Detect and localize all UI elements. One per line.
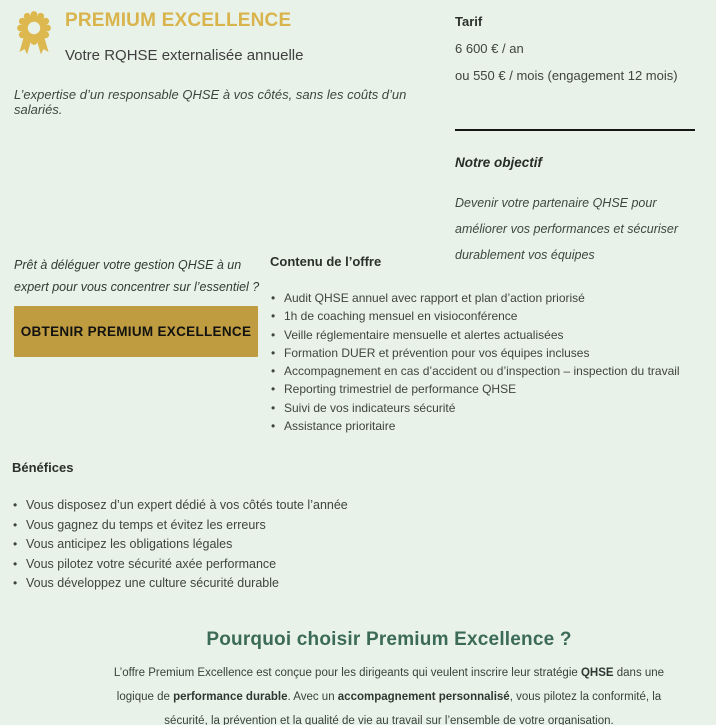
page-subtitle: Votre RQHSE externalisée annuelle — [65, 47, 304, 64]
cta-prompt: Prêt à déléguer votre gestion QHSE à un expert pour vous concentrer sur l’essentiel ? — [14, 258, 260, 294]
text-segment: , vous pilotez la conformité, la — [509, 691, 662, 703]
text-segment: sécurité, la prévention et la qualité de vie au travail sur l’ensemble de votre organisation. — [164, 715, 614, 725]
offer-tagline: L’expertise d’un responsable QHSE à vos côtés, sans les coûts d’un salariés. — [14, 87, 407, 117]
text-segment: L’offre Premium Excellence est conçue pour les dirigeants qui veulent inscrire leur stratégie — [113, 667, 581, 679]
why-choose-paragraph — [104, 661, 674, 725]
page-title: PREMIUM EXCELLENCE — [65, 10, 292, 31]
text-segment-bold: performance durable — [173, 691, 288, 703]
list-item: • Assistance prioritaire — [270, 417, 716, 435]
list-item: • Vous disposez d’un expert dédié à vos côtés toute l’année — [12, 496, 572, 516]
benefits-heading: Bénéfices — [12, 460, 74, 475]
offer-content-list — [270, 289, 716, 435]
list-item: • Veille réglementaire mensuelle et alertes actualisées — [270, 326, 716, 344]
obtain-premium-excellence-button[interactable]: OBTENIR PREMIUM EXCELLENCE — [14, 306, 258, 357]
benefits-list — [12, 496, 572, 594]
divider-line — [455, 129, 695, 131]
paragraph-line — [104, 661, 674, 685]
list-item: • Reporting trimestriel de performance QHSE — [270, 380, 716, 398]
pricing-heading: Tarif — [455, 14, 483, 29]
price-annual: 6 600 € / an — [455, 41, 524, 56]
why-choose-heading: Pourquoi choisir Premium Excellence ? — [206, 629, 572, 650]
list-item: • Vous développez une culture sécurité durable — [12, 574, 572, 594]
objective-heading: Notre objectif — [455, 155, 543, 170]
text-segment-bold: QHSE — [580, 667, 614, 679]
list-item: • Vous anticipez les obligations légales — [12, 535, 572, 555]
medal-icon — [14, 8, 54, 58]
text-segment-bold: accompagnement personnalisé — [337, 691, 510, 703]
paragraph-line — [104, 709, 674, 725]
why-choose-section — [104, 629, 674, 725]
list-item: • Vous pilotez votre sécurité axée performance — [12, 555, 572, 575]
list-item: • Vous gagnez du temps et évitez les erreurs — [12, 516, 572, 536]
offer-header — [14, 6, 446, 117]
benefits-section — [12, 455, 572, 594]
text-segment: dans une — [613, 667, 665, 679]
list-item: • 1h de coaching mensuel en visioconférence — [270, 307, 716, 325]
list-item: • Suivi de vos indicateurs sécurité — [270, 399, 716, 417]
cta-section — [14, 250, 262, 357]
paragraph-line — [104, 685, 674, 709]
text-segment: logique de — [116, 691, 174, 703]
text-segment: . Avec un — [287, 691, 338, 703]
objective-text: Devenir votre partenaire QHSE pour améliorer vos performances et sécuriser durablement vos équipes — [455, 196, 678, 262]
pricing-panel — [455, 8, 701, 268]
list-item: • Audit QHSE annuel avec rapport et plan d’action priorisé — [270, 289, 716, 307]
price-monthly: ou 550 € / mois (engagement 12 mois) — [455, 68, 678, 83]
offer-content-heading: Contenu de l’offre — [270, 254, 382, 269]
offer-content-section — [270, 250, 716, 435]
list-item: • Accompagnement en cas d’accident ou d’inspection – inspection du travail — [270, 362, 716, 380]
list-item: • Formation DUER et prévention pour vos équipes incluses — [270, 344, 716, 362]
